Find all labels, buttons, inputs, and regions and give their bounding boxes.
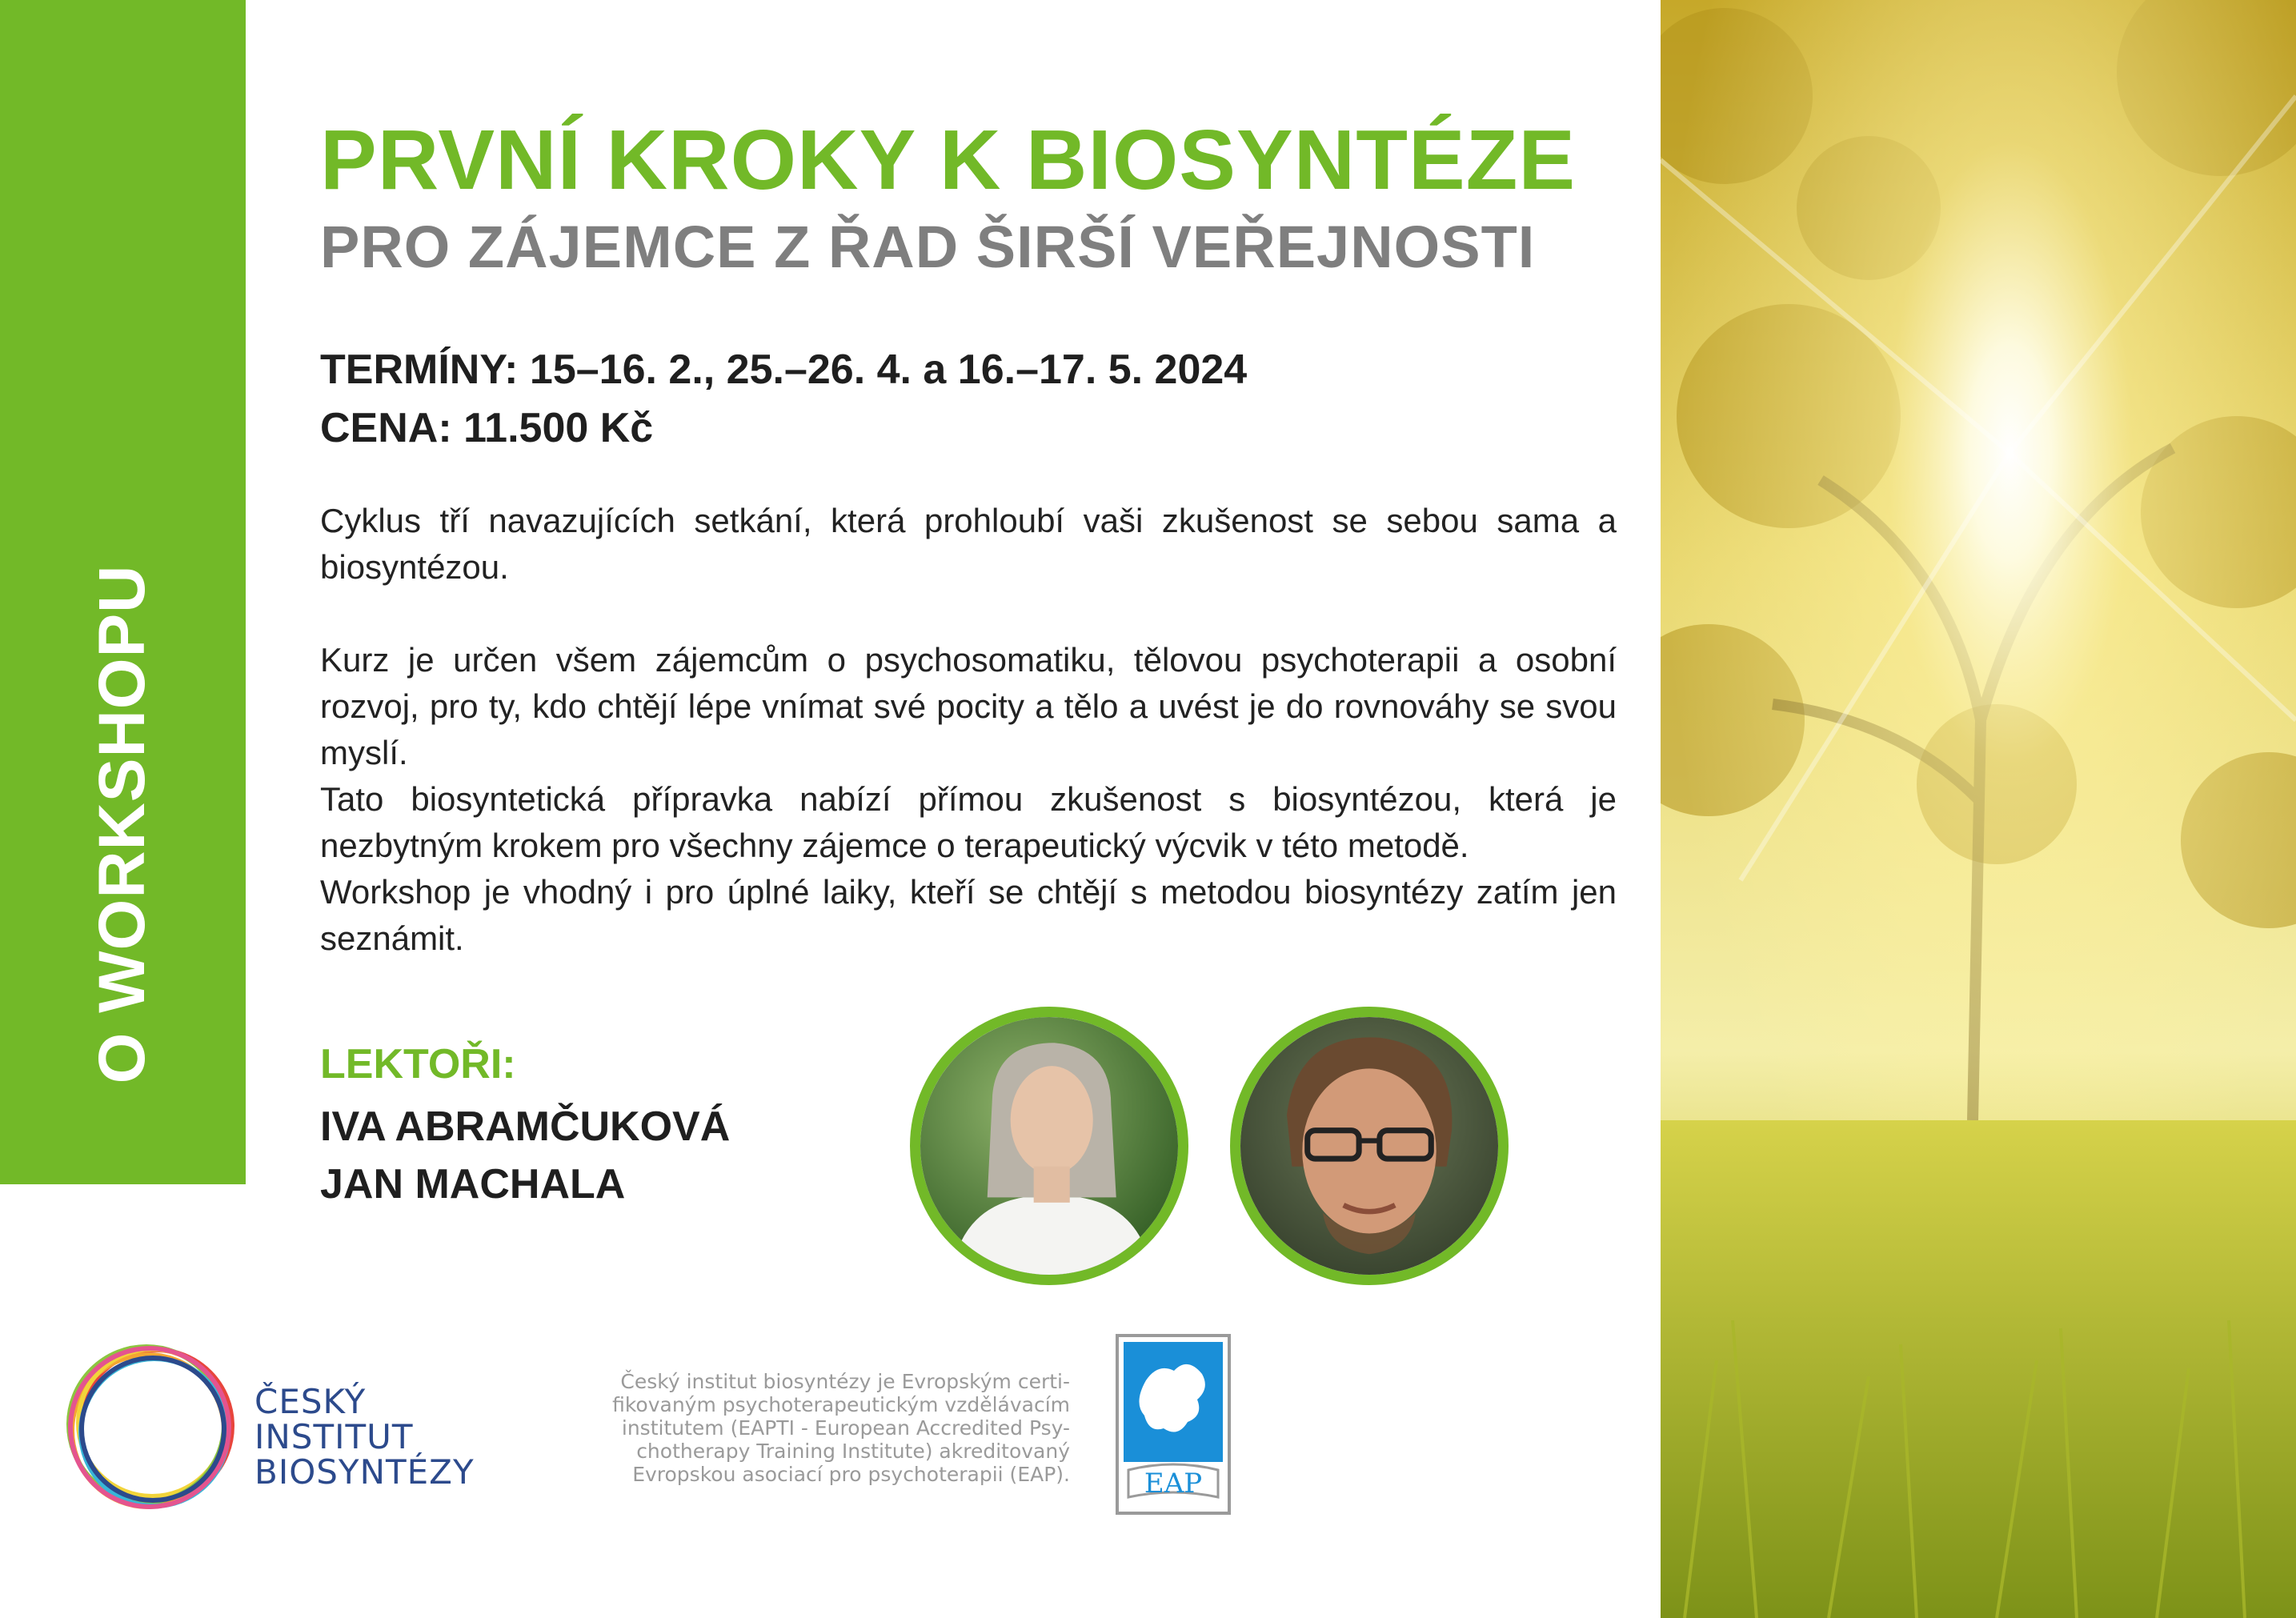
- description: [320, 498, 1617, 962]
- note-line: fikovaným psychoterapeutickým vzdělávacím: [612, 1393, 1070, 1416]
- note-line: Český institut biosyntézy je Evropským certi-: [620, 1370, 1070, 1393]
- eap-logo-text: EAP: [1144, 1468, 1203, 1500]
- note-line: Evropskou asociací pro psychoterapii (EAP).: [632, 1463, 1070, 1486]
- overlapping-rings-icon: [60, 1336, 244, 1520]
- description-paragraph-4: Workshop je vhodný i pro úplné laiky, kteří se chtějí s metodou biosyntézy zatím jen seznámit.: [320, 873, 1617, 957]
- course-dates: TERMÍNY: 15–16. 2., 25.–26. 4. a 16.–17. 5. 2024: [320, 346, 1248, 393]
- logo-line-2: INSTITUT: [254, 1417, 414, 1456]
- course-price: CENA: 11.500 Kč: [320, 405, 654, 451]
- lecturer-photo-2: [1230, 1007, 1509, 1285]
- description-paragraph-1: Cyklus tří navazujících setkání, která prohloubí vaši zkušenost se sebou sama a biosyntézou.: [320, 502, 1617, 586]
- accreditation-note: [596, 1370, 1070, 1486]
- lecturers-heading: LEKTOŘI:: [320, 1041, 516, 1087]
- note-line: chotherapy Training Institute) akreditovaný: [636, 1440, 1070, 1463]
- description-paragraph-3: Tato biosyntetická přípravka nabízí přímou zkušenost s biosyntézou, která je nezbytným krokem pro všechny zájemce o terapeutický výcvik v této metodě.: [320, 780, 1617, 864]
- lecturer-photo-1: [910, 1007, 1188, 1285]
- lecturer-name-2: JAN MACHALA: [320, 1161, 626, 1207]
- lecturer-name-1: IVA ABRAMČUKOVÁ: [320, 1103, 731, 1150]
- description-paragraph-2: Kurz je určen všem zájemcům o psychosomatiku, tělovou psychoterapii a osobní rozvoj, pro ty, kdo chtějí lépe vnímat své pocity a tělo a uvést je do rovnováhy se svou myslí.: [320, 641, 1617, 771]
- note-line: institutem (EAPTI - European Accredited Psy-: [621, 1416, 1070, 1440]
- eap-logo: [1114, 1332, 1232, 1516]
- logo-line-1: ČESKÝ: [254, 1382, 367, 1421]
- institute-logo-text: [254, 1384, 475, 1490]
- sunlit-tree-image: [1661, 0, 2296, 1618]
- page-title: PRVNÍ KROKY K BIOSYNTÉZE: [320, 113, 1577, 207]
- logo-line-3: BIOSYNTÉZY: [254, 1452, 475, 1492]
- page-subtitle: PRO ZÁJEMCE Z ŘAD ŠIRŠÍ VEŘEJNOSTI: [320, 214, 1536, 280]
- section-label: O WORKSHOPU: [86, 564, 158, 1084]
